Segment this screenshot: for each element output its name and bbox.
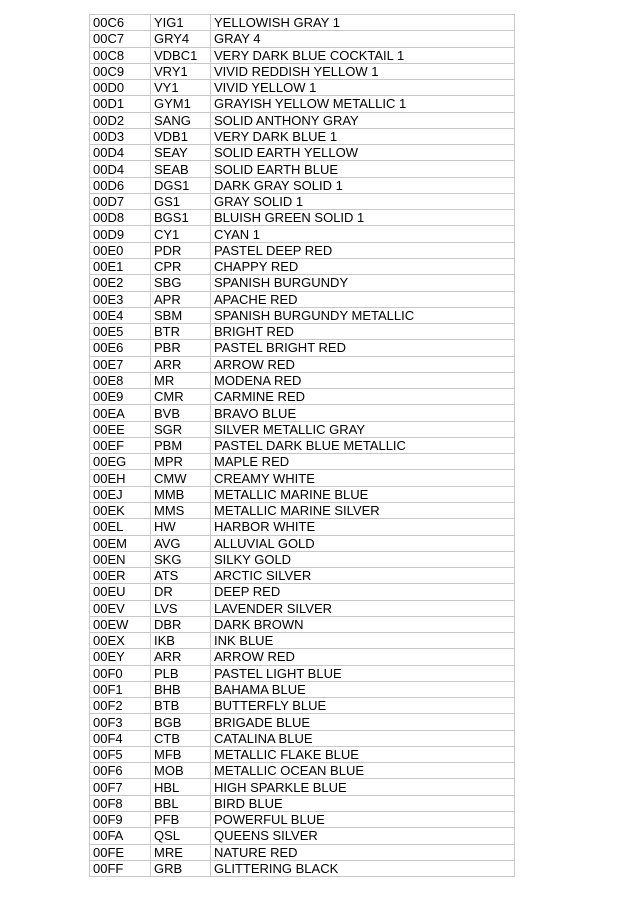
table-row [90,535,515,551]
abbreviation-cell: BTR [151,324,211,340]
table-row [90,356,515,372]
color-name-cell: SPANISH BURGUNDY METALLIC [211,307,515,323]
abbreviation-cell: SKG [151,551,211,567]
table-row [90,307,515,323]
table-row [90,47,515,63]
color-name-cell: BUTTERFLY BLUE [211,698,515,714]
abbreviation-cell: BGB [151,714,211,730]
color-name-cell: GRAYISH YELLOW METALLIC 1 [211,96,515,112]
table-row [90,470,515,486]
abbreviation-cell: PBM [151,437,211,453]
color-code-cell: 00EE [90,421,151,437]
table-row [90,389,515,405]
color-code-cell: 00D3 [90,128,151,144]
table-row [90,112,515,128]
abbreviation-cell: PFB [151,812,211,828]
color-code-cell: 00FE [90,844,151,860]
color-code-cell: 00D0 [90,80,151,96]
table-row [90,812,515,828]
abbreviation-cell: BBL [151,795,211,811]
table-row [90,242,515,258]
color-name-cell: PASTEL BRIGHT RED [211,340,515,356]
abbreviation-cell: CPR [151,258,211,274]
color-name-cell: BLUISH GREEN SOLID 1 [211,210,515,226]
table-row [90,258,515,274]
abbreviation-cell: PBR [151,340,211,356]
table-row [90,649,515,665]
color-code-cell: 00EH [90,470,151,486]
color-code-cell: 00EA [90,405,151,421]
color-name-cell: SILVER METALLIC GRAY [211,421,515,437]
abbreviation-cell: SGR [151,421,211,437]
color-name-cell: CATALINA BLUE [211,730,515,746]
abbreviation-cell: MRE [151,844,211,860]
abbreviation-cell: SEAB [151,161,211,177]
color-code-cell: 00D9 [90,226,151,242]
table-row [90,779,515,795]
color-code-cell: 00E9 [90,389,151,405]
table-row [90,714,515,730]
color-name-cell: MODENA RED [211,372,515,388]
color-code-cell: 00E7 [90,356,151,372]
color-code-cell: 00C7 [90,31,151,47]
color-code-cell: 00EN [90,551,151,567]
color-code-cell: 00F9 [90,812,151,828]
abbreviation-cell: CMR [151,389,211,405]
color-code-cell: 00EX [90,633,151,649]
table-row [90,15,515,31]
color-name-cell: BRIGADE BLUE [211,714,515,730]
color-name-cell: NATURE RED [211,844,515,860]
table-row [90,568,515,584]
abbreviation-cell: GRY4 [151,31,211,47]
color-name-cell: DARK GRAY SOLID 1 [211,177,515,193]
table-row [90,372,515,388]
table-row [90,63,515,79]
abbreviation-cell: MMS [151,502,211,518]
table-row [90,145,515,161]
color-name-cell: PASTEL DEEP RED [211,242,515,258]
table-row [90,405,515,421]
color-name-cell: PASTEL LIGHT BLUE [211,665,515,681]
color-name-cell: LAVENDER SILVER [211,600,515,616]
table-row [90,600,515,616]
color-code-sheet [89,14,514,877]
table-row [90,746,515,762]
color-code-cell: 00D8 [90,210,151,226]
abbreviation-cell: VDBC1 [151,47,211,63]
table-row [90,340,515,356]
color-name-cell: VERY DARK BLUE COCKTAIL 1 [211,47,515,63]
color-code-cell: 00D4 [90,145,151,161]
table-row [90,844,515,860]
color-name-cell: GRAY SOLID 1 [211,193,515,209]
color-code-cell: 00EL [90,519,151,535]
table-row [90,275,515,291]
color-code-cell: 00FA [90,828,151,844]
table-row [90,454,515,470]
abbreviation-cell: ARR [151,649,211,665]
color-code-cell: 00E2 [90,275,151,291]
abbreviation-cell: LVS [151,600,211,616]
table-row [90,551,515,567]
abbreviation-cell: VDB1 [151,128,211,144]
color-code-cell: 00F7 [90,779,151,795]
color-code-cell: 00EW [90,616,151,632]
color-name-cell: ARROW RED [211,649,515,665]
color-code-cell: 00F0 [90,665,151,681]
color-code-cell: 00F1 [90,681,151,697]
color-code-cell: 00D6 [90,177,151,193]
color-name-cell: ARCTIC SILVER [211,568,515,584]
color-code-cell: 00E4 [90,307,151,323]
table-row [90,730,515,746]
table-row [90,226,515,242]
color-code-cell: 00E3 [90,291,151,307]
color-code-cell: 00F4 [90,730,151,746]
table-row [90,502,515,518]
color-code-cell: 00E1 [90,258,151,274]
table-row [90,193,515,209]
abbreviation-cell: ATS [151,568,211,584]
table-row [90,210,515,226]
abbreviation-cell: SBG [151,275,211,291]
color-name-cell: SOLID EARTH YELLOW [211,145,515,161]
color-name-cell: GRAY 4 [211,31,515,47]
color-code-cell: 00F2 [90,698,151,714]
abbreviation-cell: MMB [151,486,211,502]
color-code-cell: 00F3 [90,714,151,730]
color-code-table [89,14,515,877]
abbreviation-cell: YIG1 [151,15,211,31]
color-code-cell: 00E8 [90,372,151,388]
color-name-cell: VERY DARK BLUE 1 [211,128,515,144]
color-name-cell: BAHAMA BLUE [211,681,515,697]
color-name-cell: ALLUVIAL GOLD [211,535,515,551]
abbreviation-cell: PLB [151,665,211,681]
color-code-cell: 00D2 [90,112,151,128]
abbreviation-cell: DBR [151,616,211,632]
color-name-cell: PASTEL DARK BLUE METALLIC [211,437,515,453]
color-code-cell: 00ER [90,568,151,584]
color-name-cell: CHAPPY RED [211,258,515,274]
abbreviation-cell: QSL [151,828,211,844]
table-row [90,128,515,144]
abbreviation-cell: CMW [151,470,211,486]
abbreviation-cell: BHB [151,681,211,697]
table-row [90,486,515,502]
color-name-cell: VIVID YELLOW 1 [211,80,515,96]
color-name-cell: METALLIC FLAKE BLUE [211,746,515,762]
color-name-cell: SOLID EARTH BLUE [211,161,515,177]
abbreviation-cell: PDR [151,242,211,258]
abbreviation-cell: GRB [151,860,211,876]
table-row [90,291,515,307]
color-code-cell: 00EV [90,600,151,616]
color-code-table-body [90,15,515,877]
table-row [90,80,515,96]
color-name-cell: BRIGHT RED [211,324,515,340]
abbreviation-cell: MR [151,372,211,388]
table-row [90,519,515,535]
color-code-cell: 00D7 [90,193,151,209]
table-row [90,437,515,453]
color-name-cell: BRAVO BLUE [211,405,515,421]
abbreviation-cell: VRY1 [151,63,211,79]
color-name-cell: METALLIC OCEAN BLUE [211,763,515,779]
abbreviation-cell: MOB [151,763,211,779]
color-name-cell: DARK BROWN [211,616,515,632]
abbreviation-cell: BTB [151,698,211,714]
abbreviation-cell: DGS1 [151,177,211,193]
abbreviation-cell: SANG [151,112,211,128]
table-row [90,421,515,437]
color-code-cell: 00C9 [90,63,151,79]
color-code-cell: 00D4 [90,161,151,177]
abbreviation-cell: MFB [151,746,211,762]
table-row [90,161,515,177]
color-code-cell: 00EJ [90,486,151,502]
table-row [90,795,515,811]
table-row [90,177,515,193]
abbreviation-cell: DR [151,584,211,600]
color-name-cell: BIRD BLUE [211,795,515,811]
color-name-cell: ARROW RED [211,356,515,372]
color-code-cell: 00EM [90,535,151,551]
color-name-cell: METALLIC MARINE BLUE [211,486,515,502]
color-name-cell: HIGH SPARKLE BLUE [211,779,515,795]
table-row [90,96,515,112]
color-name-cell: SPANISH BURGUNDY [211,275,515,291]
color-name-cell: SILKY GOLD [211,551,515,567]
color-code-cell: 00EY [90,649,151,665]
color-name-cell: SOLID ANTHONY GRAY [211,112,515,128]
color-code-cell: 00E0 [90,242,151,258]
abbreviation-cell: GYM1 [151,96,211,112]
color-code-cell: 00C6 [90,15,151,31]
abbreviation-cell: VY1 [151,80,211,96]
color-code-cell: 00EF [90,437,151,453]
color-code-cell: 00D1 [90,96,151,112]
color-name-cell: YELLOWISH GRAY 1 [211,15,515,31]
table-row [90,324,515,340]
color-name-cell: MAPLE RED [211,454,515,470]
table-row [90,31,515,47]
table-row [90,860,515,876]
table-row [90,681,515,697]
color-code-cell: 00E5 [90,324,151,340]
abbreviation-cell: HW [151,519,211,535]
abbreviation-cell: MPR [151,454,211,470]
abbreviation-cell: GS1 [151,193,211,209]
color-name-cell: CARMINE RED [211,389,515,405]
table-row [90,698,515,714]
color-name-cell: CYAN 1 [211,226,515,242]
abbreviation-cell: AVG [151,535,211,551]
table-row [90,763,515,779]
table-row [90,828,515,844]
abbreviation-cell: SBM [151,307,211,323]
color-name-cell: VIVID REDDISH YELLOW 1 [211,63,515,79]
abbreviation-cell: ARR [151,356,211,372]
abbreviation-cell: BVB [151,405,211,421]
abbreviation-cell: BGS1 [151,210,211,226]
color-name-cell: APACHE RED [211,291,515,307]
color-code-cell: 00EG [90,454,151,470]
abbreviation-cell: APR [151,291,211,307]
color-code-cell: 00C8 [90,47,151,63]
color-code-cell: 00FF [90,860,151,876]
abbreviation-cell: IKB [151,633,211,649]
color-code-cell: 00F6 [90,763,151,779]
abbreviation-cell: CTB [151,730,211,746]
color-name-cell: GLITTERING BLACK [211,860,515,876]
color-name-cell: METALLIC MARINE SILVER [211,502,515,518]
color-name-cell: HARBOR WHITE [211,519,515,535]
table-row [90,633,515,649]
table-row [90,616,515,632]
color-code-cell: 00EK [90,502,151,518]
color-code-cell: 00F5 [90,746,151,762]
color-code-cell: 00EU [90,584,151,600]
color-name-cell: QUEENS SILVER [211,828,515,844]
abbreviation-cell: CY1 [151,226,211,242]
color-code-cell: 00E6 [90,340,151,356]
color-name-cell: CREAMY WHITE [211,470,515,486]
table-row [90,584,515,600]
abbreviation-cell: SEAY [151,145,211,161]
table-row [90,665,515,681]
abbreviation-cell: HBL [151,779,211,795]
color-name-cell: POWERFUL BLUE [211,812,515,828]
color-name-cell: INK BLUE [211,633,515,649]
color-name-cell: DEEP RED [211,584,515,600]
color-code-cell: 00F8 [90,795,151,811]
